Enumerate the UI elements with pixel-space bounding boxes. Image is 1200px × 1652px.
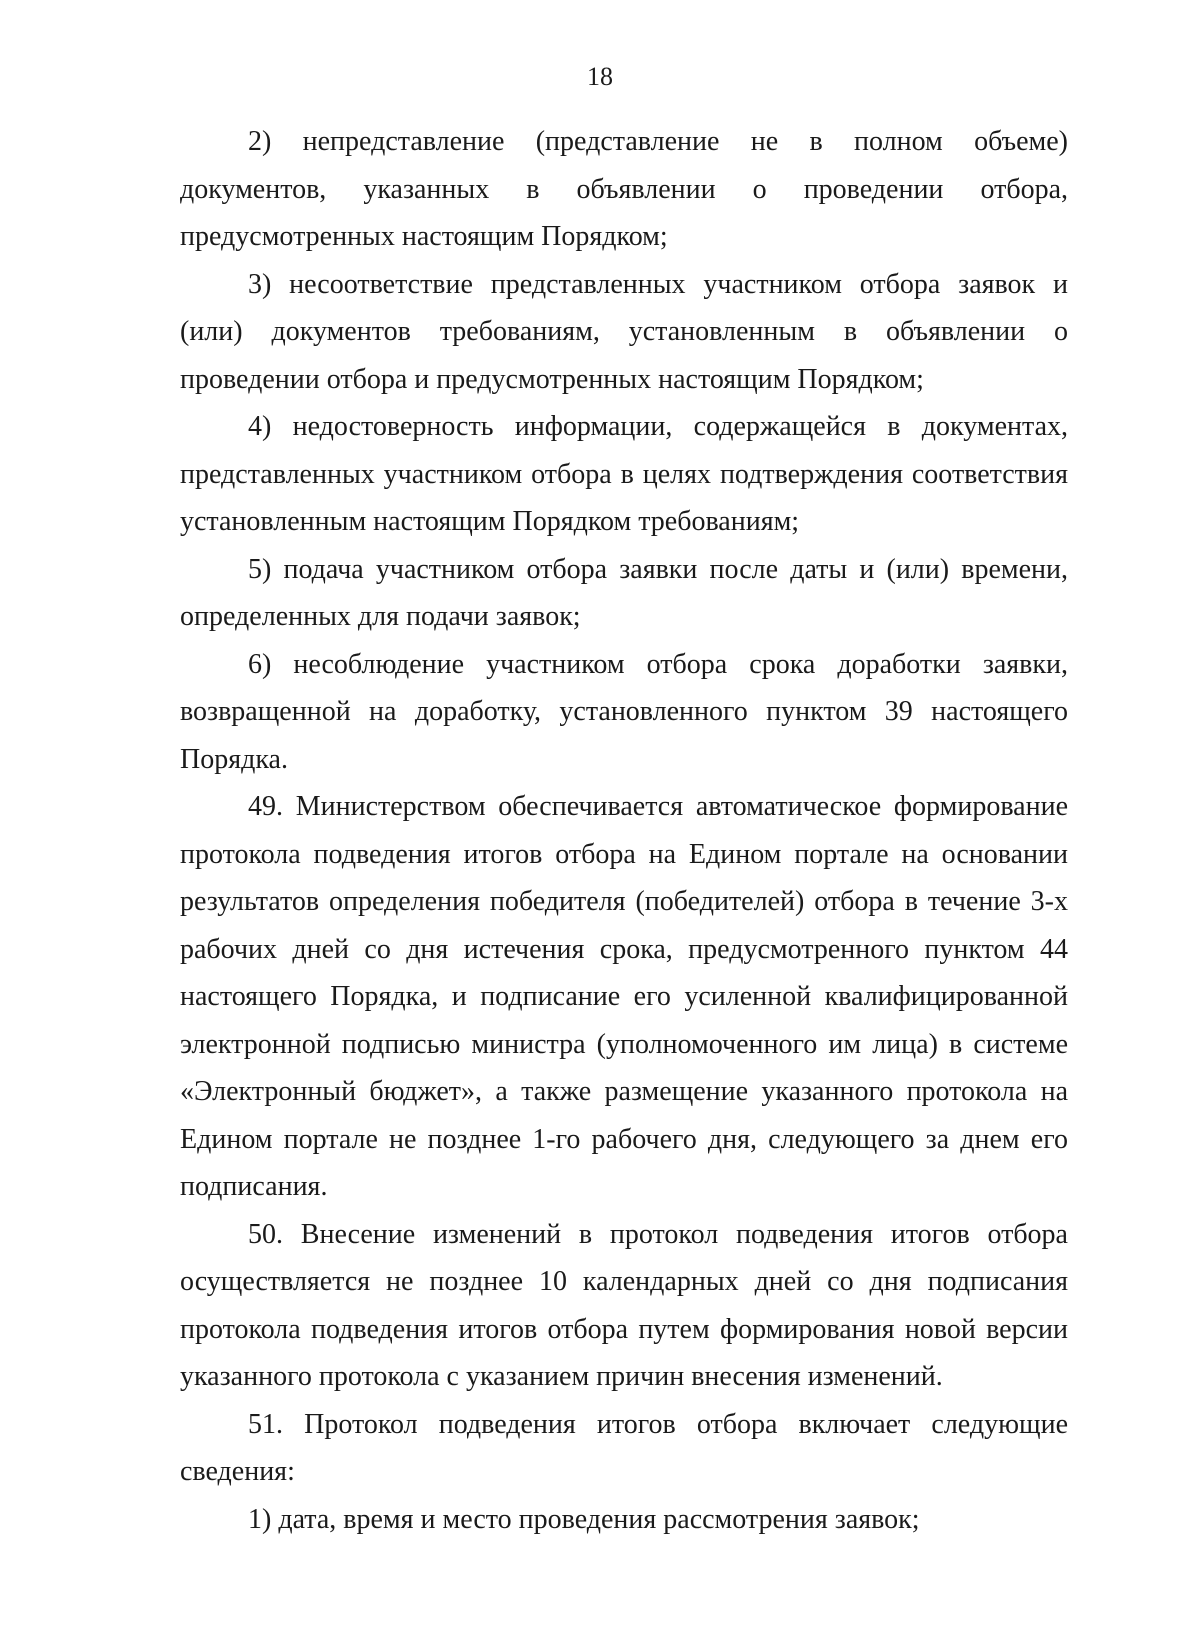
paragraph-subitem-1: 1) дата, время и место проведения рассмотрения заявок; [248,1503,920,1535]
paragraph-item-5: 5) подача участником отбора заявки после даты и (или) времени, определенных для подачи заявок; [180,553,1068,632]
page-number: 18 [587,62,613,91]
paragraph-item-4: 4) недостоверность информации, содержащейся в документах, представленных участником отбора в целях подтверждения соответствия установленным настоящим Порядком требованиям; [180,411,1068,537]
paragraph-item-3: 3) несоответствие представленных участником отбора заявок и (или) документов требованиям, установленным в объявлении о проведении отбора и предусмотренных настоящим Порядком; [180,268,1068,395]
paragraph-item-2: 2) непредставление (представление не в полном объеме) документов, указанных в объявлении о проведении отбора, предусмотренных настоящим Порядком; [180,126,1068,252]
paragraph-clause-49: 49. Министерством обеспечивается автоматическое формирование протокола подведения итогов отбора на Едином портале на основании результатов определения победителя (победителей) отбора в течение 3-х рабочих дней со дня истечения срока, предусмотренного пунктом 44 настоящего Порядка, и подписание его усиленной квалифицированной электронной подписью министра (уполномоченного им лица) в системе «Электронный бюджет», а также размещение указанного протокола на Едином портале не позднее 1-го рабочего дня, следующего за днем его подписания. [180,791,1068,1202]
document-body [180,118,1068,1543]
paragraph-clause-50: 50. Внесение изменений в протокол подведения итогов отбора осуществляется не позднее 10 календарных дней со дня подписания протокола подведения итогов отбора путем формирования новой версии указанного протокола с указанием причин внесения изменений. [180,1218,1068,1392]
paragraph-clause-51: 51. Протокол подведения итогов отбора включает следующие сведения: [180,1408,1068,1487]
paragraph-item-6: 6) несоблюдение участником отбора срока доработки заявки, возвращенной на доработку, установленного пунктом 39 настоящего Порядка. [180,648,1068,775]
